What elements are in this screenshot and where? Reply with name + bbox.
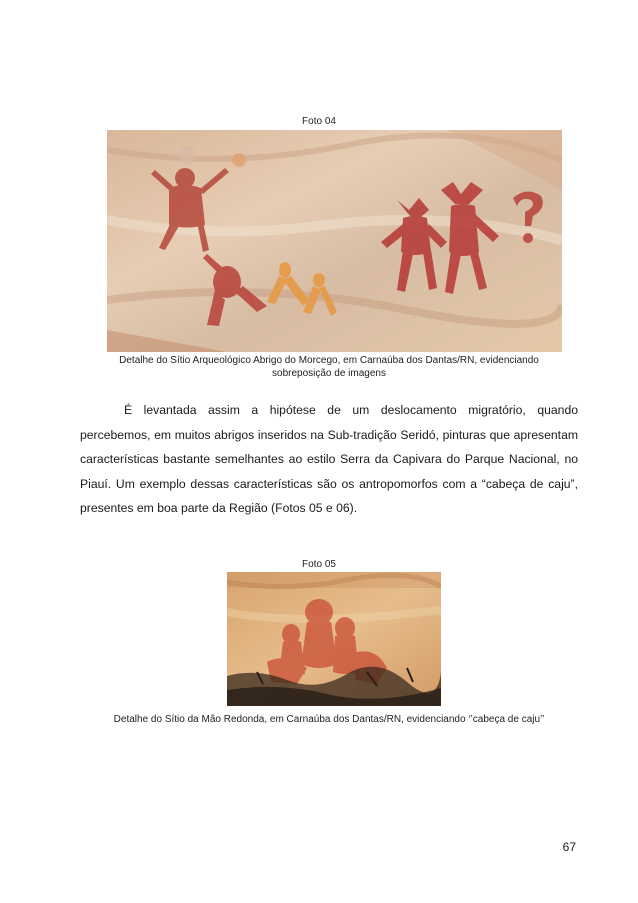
- rock-art-photo-05: [227, 572, 441, 706]
- figure-04-caption: [80, 354, 578, 380]
- figure-04-photo: [107, 130, 562, 352]
- figure-05-photo: [227, 572, 441, 706]
- figure-04-caption-line1: Detalhe do Sítio Arqueológico Abrigo do Morcego, em Carnaúba dos Dantas/RN, evidenciando: [119, 355, 539, 366]
- body-paragraph: É levantada assim a hipótese de um deslocamento migratório, quando percebemos, em muitos abrigos inseridos na Sub-tradição Seridó, pinturas que apresentam características bastante semelhantes ao estilo Serra da Capivara do Parque Nacional, no Piauí. Um exemplo dessas características são os antropomorfos com a “cabeça de caju”, presentes em boa parte da Região (Fotos 05 e 06).: [80, 403, 578, 515]
- figure-04-caption-line2: sobreposição de imagens: [272, 368, 386, 379]
- figure-05-title: Foto 05: [302, 559, 336, 570]
- figure-04-title: Foto 04: [302, 116, 336, 127]
- body-paragraph-container: [80, 398, 578, 521]
- figure-05-caption: Detalhe do Sítio da Mão Redonda, em Carnaúba dos Dantas/RN, evidenciando ‘’cabeça de caju’’: [113, 714, 545, 725]
- page-number: 67: [562, 840, 576, 854]
- rock-art-photo-04: [107, 130, 562, 352]
